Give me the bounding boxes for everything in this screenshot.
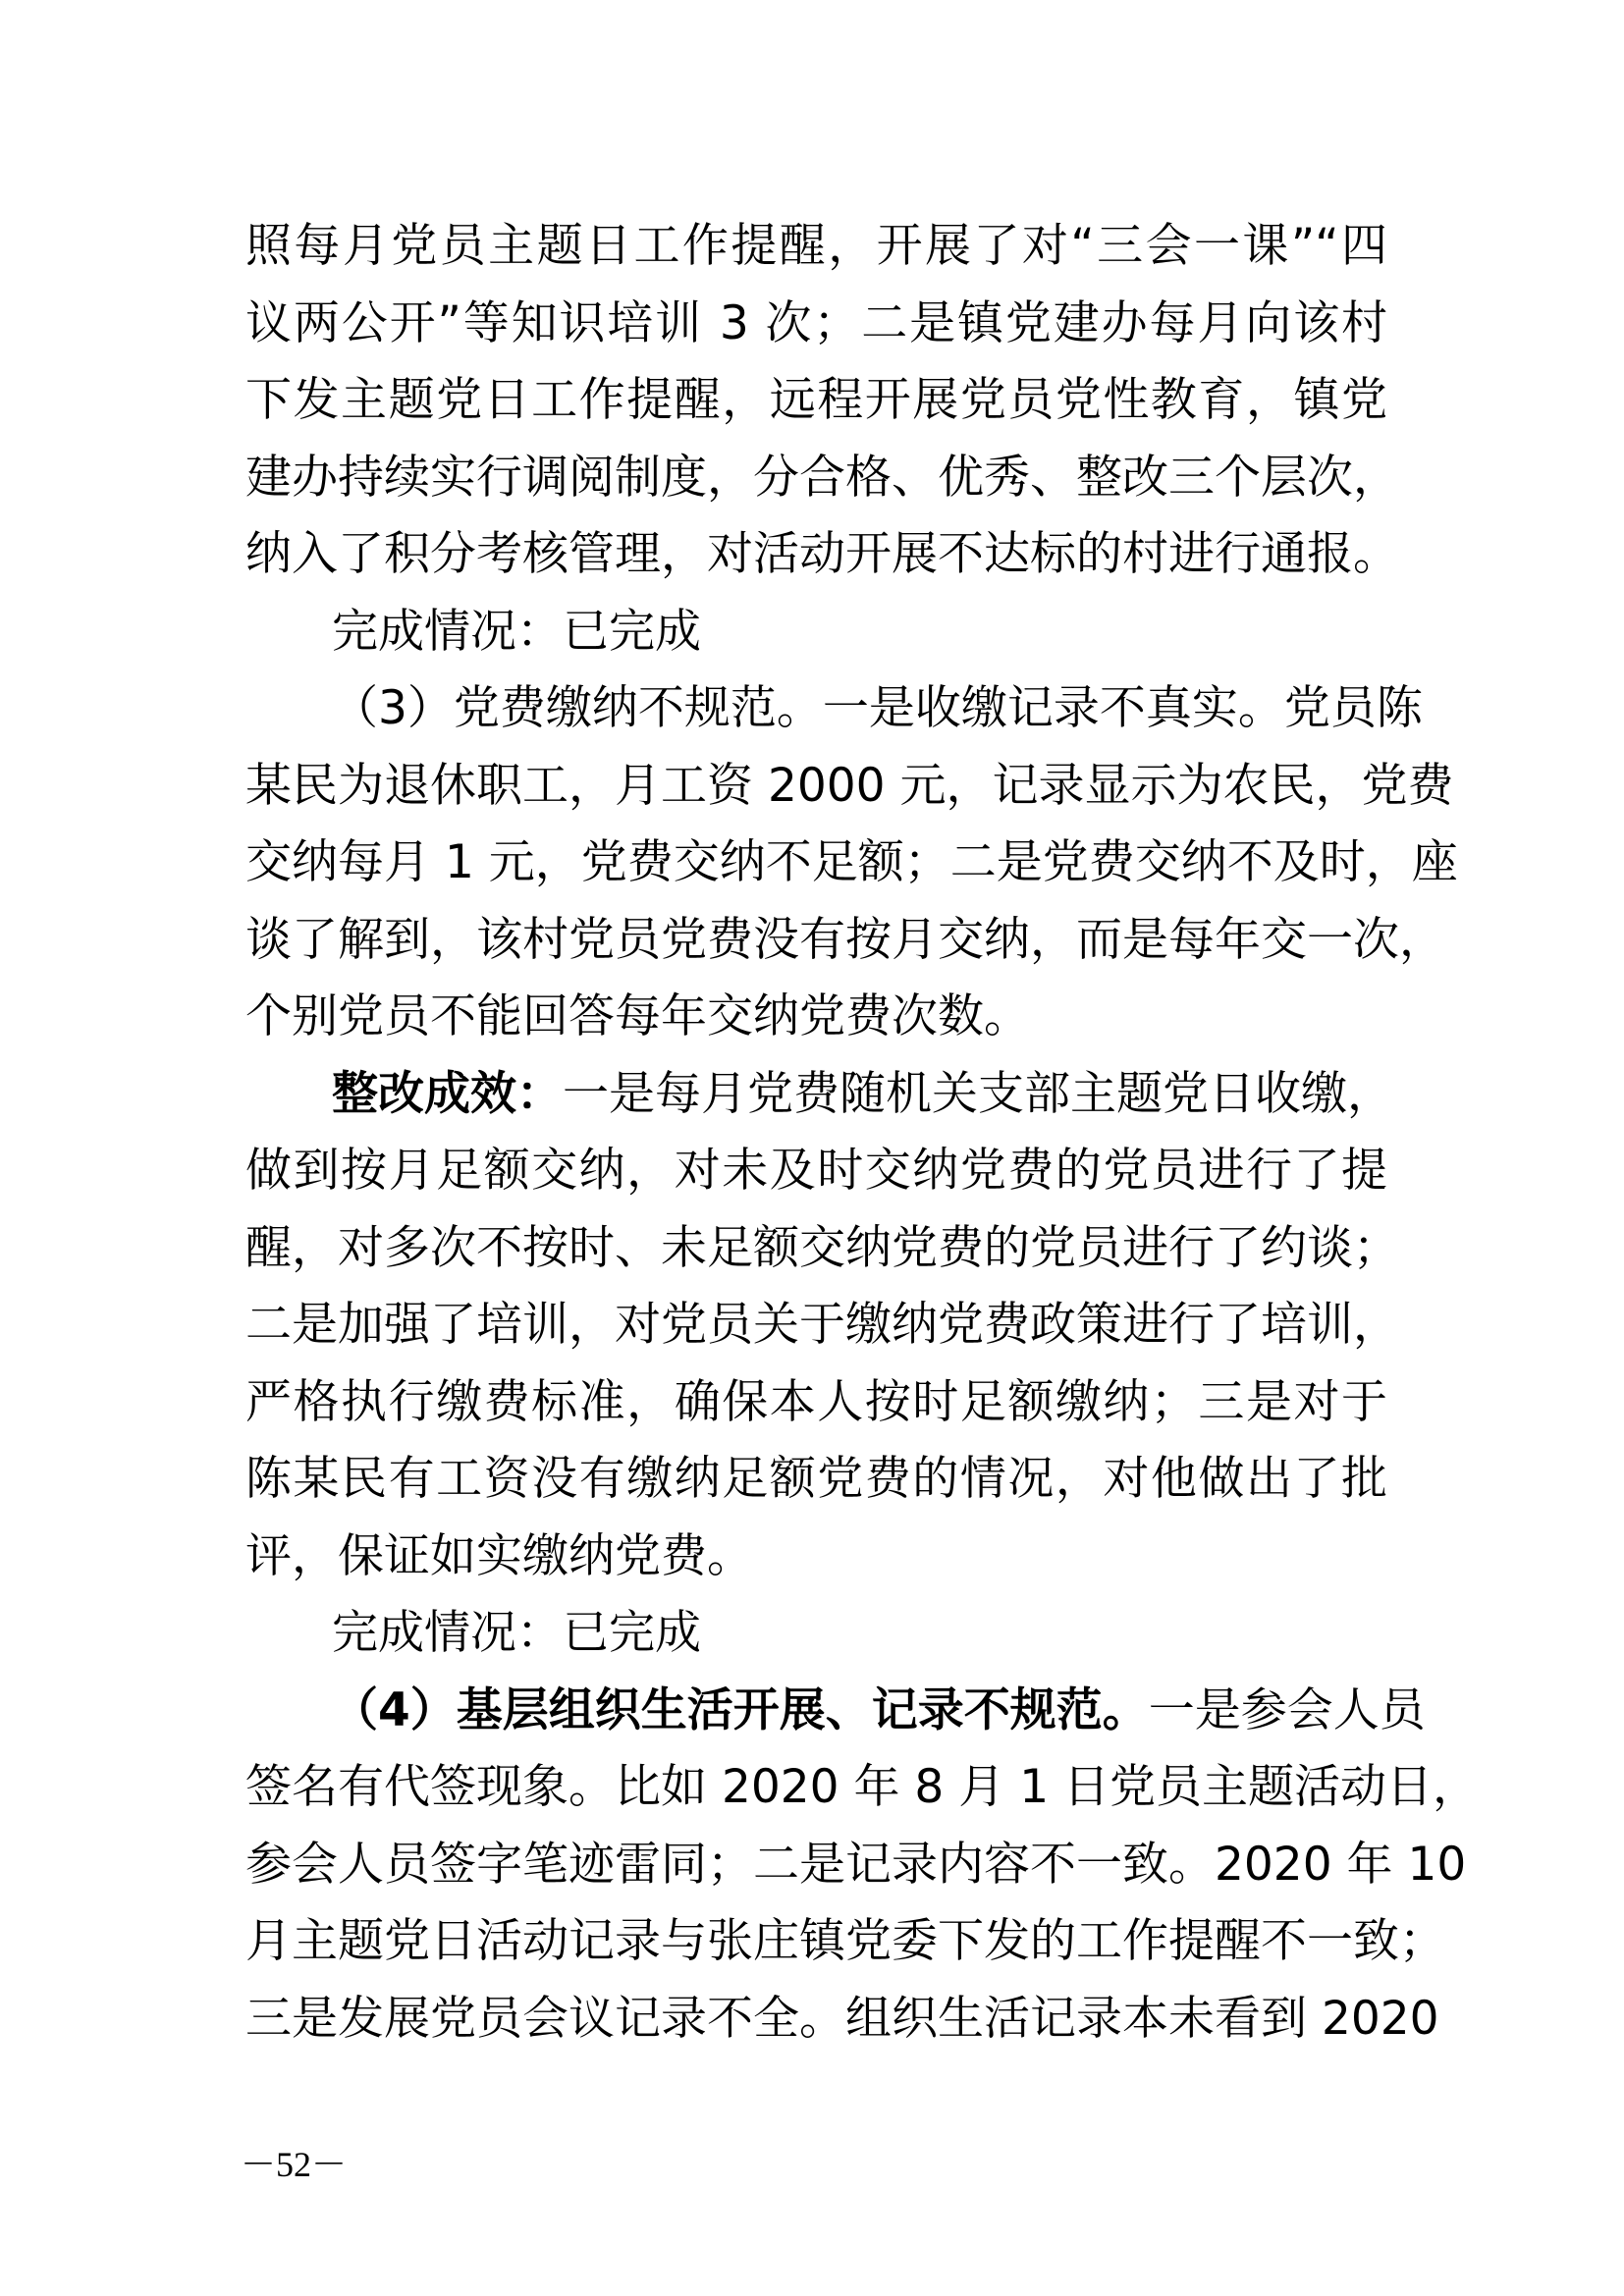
rectification-paragraph-start [245, 1056, 1393, 1134]
text-line: 做到按月足额交纳，对未及时交纳党费的党员进行了提 [245, 1144, 1387, 1198]
rectification-heading: 整改成效： [332, 1066, 563, 1121]
text-run: 一是参会人员 [1148, 1682, 1426, 1737]
text-line: 醒，对多次不按时、未足额交纳党费的党员进行了约谈； [245, 1220, 1399, 1275]
text-run: 一是每月党费随机关支部主题党日收缴， [563, 1066, 1393, 1121]
text-line: 下发主题党日工作提醒，远程开展党员党性教育，镇党 [245, 373, 1387, 427]
text-line: 二是加强了培训，对党员关于缴纳党费政策进行了培训， [245, 1298, 1399, 1352]
text-line: 签名有代签现象。比如 2020 年 8 月 1 日党员主题活动日， [245, 1760, 1480, 1814]
text-line: 严格执行缴费标准，确保本人按时足额缴纳；三是对于 [245, 1374, 1387, 1429]
page-number: －52－ [241, 2145, 348, 2184]
text-line: 谈了解到，该村党员党费没有按月交纳，而是每年交一次， [245, 912, 1445, 967]
text-line: 交纳每月 1 元，党费交纳不足额；二是党费交纳不及时，座 [245, 835, 1458, 889]
text-line: 照每月党员主题日工作提醒，开展了对“三会一课”“四 [245, 219, 1387, 273]
text-line: 月主题党日活动记录与张庄镇党委下发的工作提醒不一致； [245, 1914, 1445, 1968]
text-line: 纳入了积分考核管理，对活动开展不达标的村进行通报。 [245, 527, 1399, 581]
text-line: 建办持续实行调阅制度，分合格、优秀、整改三个层次， [245, 450, 1399, 505]
text-line: 个别党员不能回答每年交纳党费次数。 [245, 989, 1030, 1043]
item4-paragraph-start [245, 1673, 1426, 1750]
completion-status: 完成情况：已完成 [332, 1606, 701, 1660]
completion-status: 完成情况：已完成 [332, 604, 701, 659]
text-line: 参会人员签字笔迹雷同；二是记录内容不一致。2020 年 10 [245, 1837, 1467, 1892]
text-line: 评，保证如实缴纳党费。 [245, 1528, 753, 1583]
item4-heading: （4）基层组织生活开展、记录不规范。 [332, 1682, 1149, 1737]
text-line: 某民为退休职工，月工资 2000 元，记录显示为农民，党费 [245, 758, 1454, 813]
text-line: 陈某民有工资没有缴纳足额党费的情况，对他做出了批 [245, 1452, 1387, 1506]
text-line: （3）党费缴纳不规范。一是收缴记录不真实。党员陈 [332, 681, 1423, 735]
document-body [245, 208, 1480, 2057]
text-line: 议两公开”等知识培训 3 次；二是镇党建办每月向该村 [245, 295, 1387, 350]
text-line: 三是发展党员会议记录不全。组织生活记录本未看到 2020 [245, 1991, 1439, 2046]
